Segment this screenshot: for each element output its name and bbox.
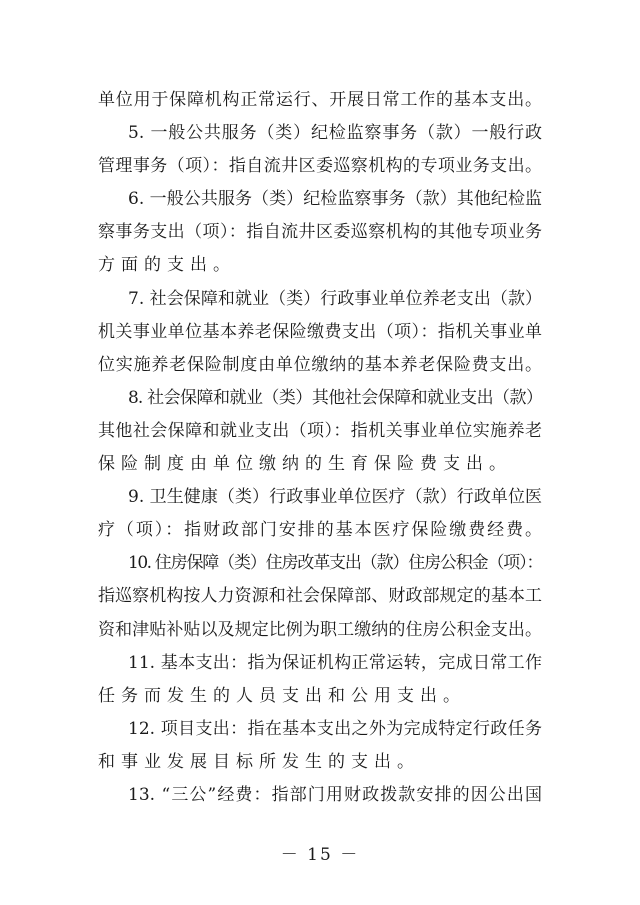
- text-line: 6. 一般公共服务（类）纪检监察事务（款）其他纪检监: [128, 189, 542, 210]
- paragraph: [98, 481, 542, 547]
- paragraph: [98, 283, 542, 382]
- text-line: 7. 社会保障和就业（类）行政事业单位养老支出（款）: [128, 288, 542, 309]
- text-line: 保险制度由单位缴纳的生育保险费支出。: [98, 454, 512, 475]
- paragraph: [98, 183, 542, 282]
- text-line: 疗（项）：指财政部门安排的基本医疗保险缴费经费。: [98, 520, 542, 541]
- text-line: 10. 住房保障（类）住房改革支出（款）住房公积金（项）：: [128, 553, 542, 574]
- paragraph: [98, 713, 542, 779]
- text-line: 单位用于保障机构正常运行、开展日常工作的基本支出。: [98, 90, 542, 110]
- text-line: 管理事务（项）：指自流井区委巡察机构的专项业务支出。: [98, 156, 542, 177]
- text-line: 位实施养老保险制度由单位缴纳的基本养老保险费支出。: [98, 354, 542, 375]
- text-line: 9. 卫生健康（类）行政事业单位医疗（款）行政单位医: [128, 487, 542, 508]
- text-line: 12. 项目支出：指在基本支出之外为完成特定行政任务: [128, 718, 542, 739]
- text-line: 和事业发展目标所发生的支出。: [98, 751, 420, 772]
- page-number: － 15 －: [280, 845, 360, 865]
- text-line: 机关事业单位基本养老保险缴费支出（项）：指机关事业单: [98, 321, 542, 342]
- document-body: [98, 84, 542, 812]
- paragraph: [98, 382, 542, 481]
- text-line: 11. 基本支出：指为保证机构正常运转，完成日常工作: [128, 652, 542, 673]
- paragraph: [98, 779, 542, 812]
- paragraph: [98, 647, 542, 713]
- paragraph: [98, 84, 542, 117]
- text-line: 方面的支出。: [98, 255, 236, 276]
- paragraph: [98, 547, 542, 646]
- text-line: 任务而发生的人员支出和公用支出。: [98, 685, 466, 706]
- text-line: 13. “三公”经费：指部门用财政拨款安排的因公出国: [128, 784, 542, 805]
- text-line: 指巡察机构按人力资源和社会保障部、财政部规定的基本工: [98, 586, 542, 607]
- text-line: 察事务支出（项）：指自流井区委巡察机构的其他专项业务: [98, 222, 542, 243]
- text-line: 其他社会保障和就业支出（项）：指机关事业单位实施养老: [98, 420, 542, 441]
- paragraph: [98, 117, 542, 183]
- text-line: 资和津贴补贴以及规定比例为职工缴纳的住房公积金支出。: [98, 619, 542, 640]
- text-line: 8. 社会保障和就业（类）其他社会保障和就业支出（款）: [128, 387, 542, 408]
- text-line: 5. 一般公共服务（类）纪检监察事务（款）一般行政: [128, 123, 542, 144]
